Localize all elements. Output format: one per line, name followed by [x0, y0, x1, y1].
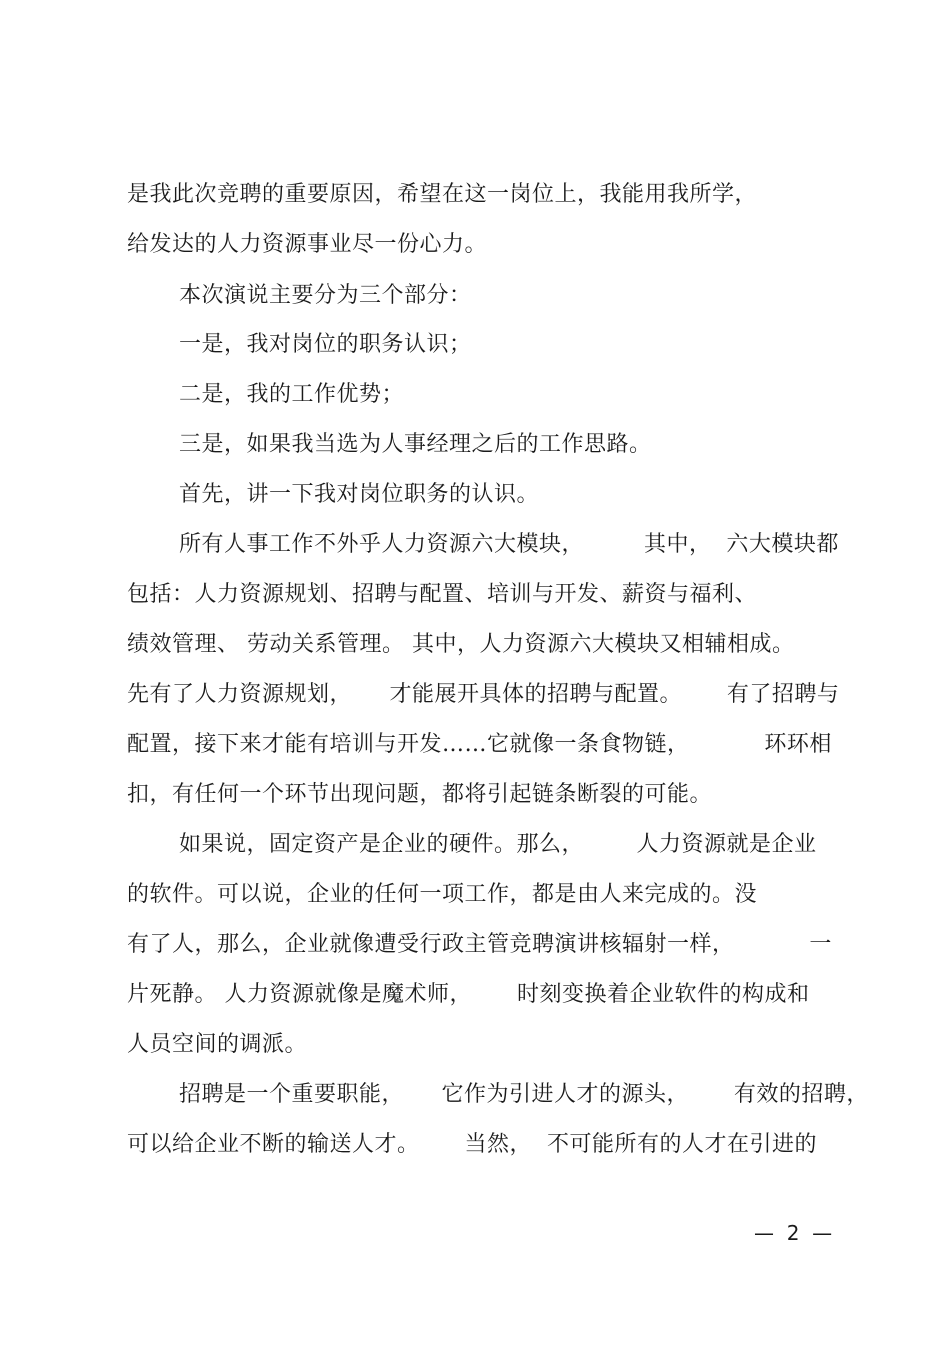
text-line: 先有了人力资源规划， 才能展开具体的招聘与配置。 有了招聘与 — [127, 682, 840, 707]
page-number: — 2 — — [754, 1221, 833, 1245]
text-line: 有了人，那么，企业就像遭受行政主管竞聘演讲核辐射一样， 一 — [127, 932, 832, 957]
text-line: 招聘是一个重要职能， 它作为引进人才的源头， 有效的招聘， — [179, 1082, 869, 1107]
text-line: 给发达的人力资源事业尽一份心力。 — [127, 232, 488, 257]
text-line: 首先，讲一下我对岗位职务的认识。 — [179, 482, 540, 507]
text-line: 的软件。可以说，企业的任何一项工作，都是由人来完成的。没 — [127, 882, 758, 907]
text-line: 所有人事工作不外乎人力资源六大模块， 其中， 六大模块都 — [179, 532, 839, 557]
text-line: 如果说，固定资产是企业的硬件。那么， 人力资源就是企业 — [179, 832, 817, 857]
text-line: 配置，接下来才能有培训与开发……它就像一条食物链， 环环相 — [127, 732, 832, 757]
text-line: 包括：人力资源规划、招聘与配置、培训与开发、薪资与福利、 — [127, 582, 758, 607]
text-line: 是我此次竞聘的重要原因，希望在这一岗位上，我能用我所学， — [127, 182, 758, 207]
text-line: 一是，我对岗位的职务认识； — [179, 332, 472, 357]
text-line: 本次演说主要分为三个部分： — [179, 283, 472, 308]
text-line: 二是，我的工作优势； — [179, 382, 405, 407]
text-line: 片死静。 人力资源就像是魔术师， 时刻变换着企业软件的构成和 — [127, 982, 810, 1007]
text-line: 可以给企业不断的输送人才。 当然， 不可能所有的人才在引进的 — [127, 1132, 817, 1157]
text-line: 绩效管理、 劳动关系管理。 其中，人力资源六大模块又相辅相成。 — [127, 632, 795, 657]
text-line: 扣，有任何一个环节出现问题，都将引起链条断裂的可能。 — [127, 782, 713, 807]
text-line: 三是，如果我当选为人事经理之后的工作思路。 — [179, 432, 652, 457]
text-line: 人员空间的调派。 — [127, 1032, 308, 1057]
